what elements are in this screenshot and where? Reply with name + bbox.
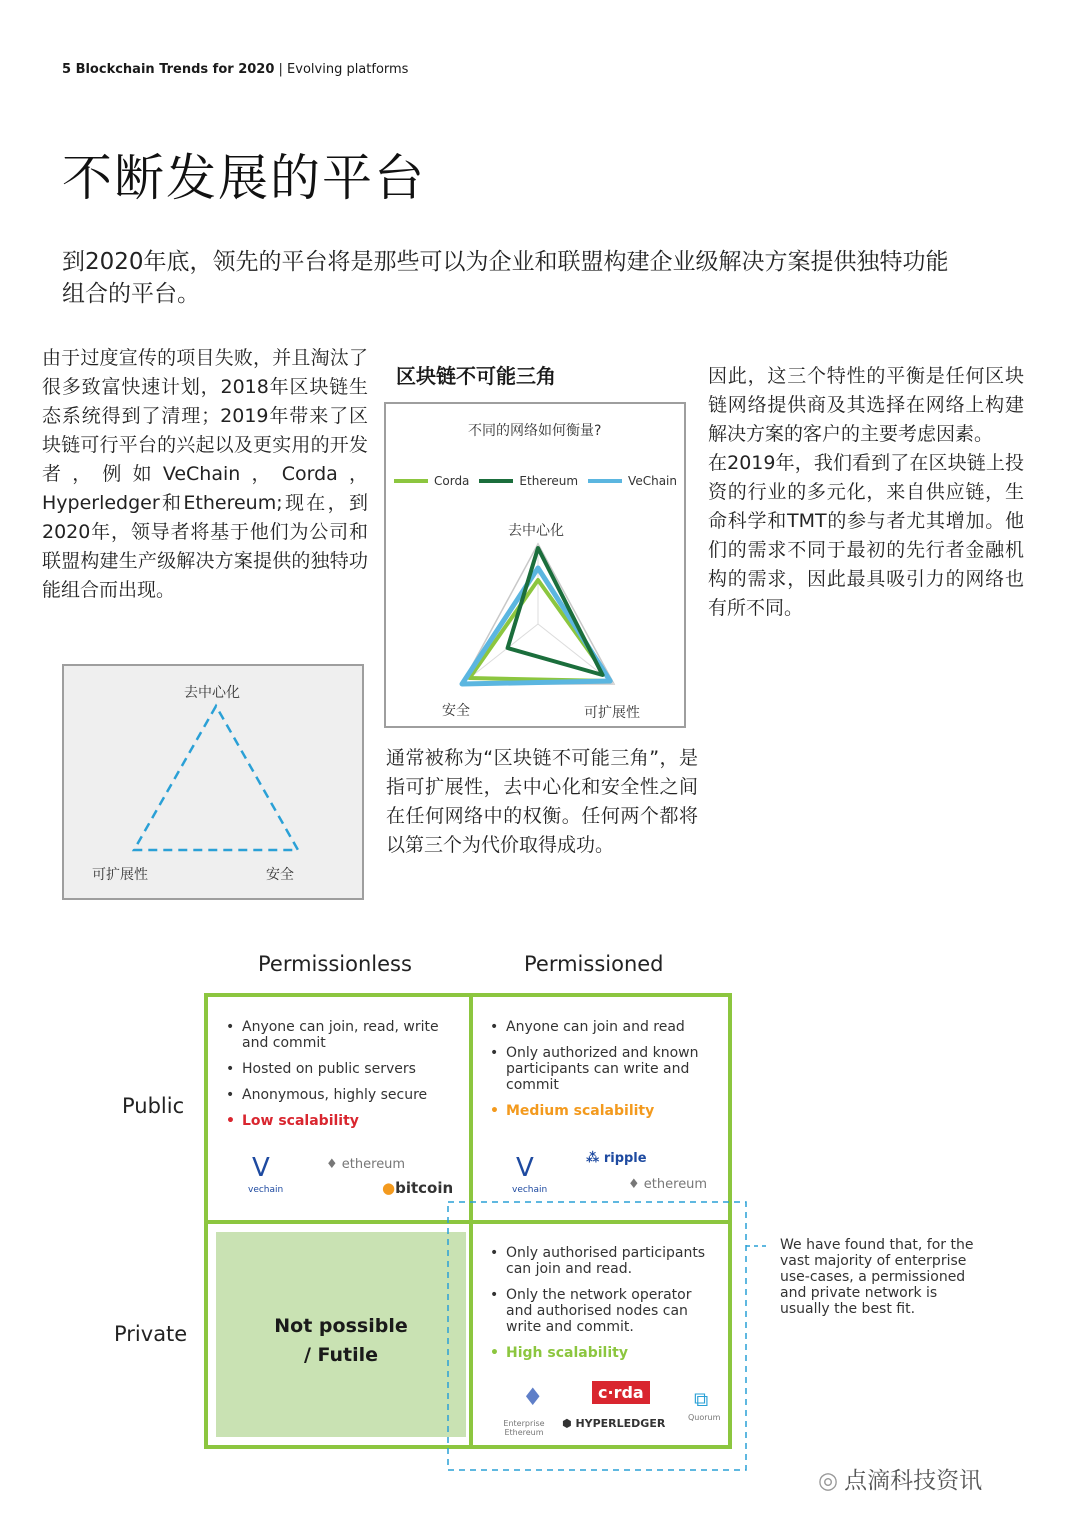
section-name: Evolving platforms — [287, 62, 409, 77]
enterprise-ethereum-icon: ♦ — [522, 1383, 544, 1411]
vechain-logo-text: vechain — [248, 1185, 284, 1195]
enterprise-ethereum-text: Enterprise Ethereum — [503, 1419, 545, 1437]
ripple-logo-text: ripple — [603, 1151, 647, 1166]
cell-public-permissioned — [488, 1019, 720, 1195]
trilemma-heading: 区块链不可能三角 — [396, 364, 556, 388]
col-permissioned: Permissioned — [524, 952, 664, 976]
list-item: • Only the network operator and authorised nodes can write and commit. — [506, 1287, 720, 1335]
row-public: Public — [122, 1094, 185, 1118]
cell-private-permissionless — [216, 1232, 466, 1437]
bitcoin-logo — [382, 1179, 453, 1197]
bitcoin-icon: ● — [382, 1179, 396, 1197]
list-item: • Only authorized and known participants can write and commit — [506, 1045, 720, 1093]
intro-paragraph: 由于过度宣传的项目失败，并且淘汰了很多致富快速计划，2018年区块链生态系统得到了清理；2019年带来了区块链可行平台的兴起以及更实用的开发者，例如VeChain，Corda，Hyperledger和Ethereum;现在，到2020年，领导者将基于他们为公司和联盟构建生产级解决方案提供的独特功能组合而出现。 — [42, 347, 368, 601]
not-possible-line1: Not possible — [274, 1315, 408, 1337]
right-paragraph-1: 因此，这三个特性的平衡是任何区块链网络提供商及其选择在网络上构建解决方案的客户的主要考虑因素。 — [708, 365, 1024, 445]
triangle-left-label: 可扩展性 — [92, 867, 148, 883]
radar-axis-top-label: 去中心化 — [508, 523, 564, 539]
list-item: • High scalability — [506, 1345, 720, 1361]
page-header — [62, 62, 408, 77]
vechain-logo-text: vechain — [512, 1185, 548, 1195]
ethereum-logo: ♦ ethereum — [326, 1157, 406, 1172]
dashed-triangle — [134, 706, 298, 850]
bitcoin-logo-text: bitcoin — [395, 1179, 454, 1197]
page-title: 不断发展的平台 — [62, 149, 426, 207]
list-item: • Medium scalability — [506, 1103, 720, 1119]
col-permissionless: Permissionless — [258, 952, 412, 976]
radar-chart — [386, 404, 684, 726]
list-item: • Anyone can join, read, write and commit — [242, 1019, 464, 1051]
corda-logo: c·rda — [592, 1381, 650, 1404]
list-item: • Anyone can join and read — [506, 1019, 720, 1035]
series-title: 5 Blockchain Trends for 2020 — [62, 62, 275, 77]
right-column — [708, 362, 1024, 623]
triangle-top-label: 去中心化 — [184, 685, 240, 701]
list-item: • Only authorised participants can join and read. — [506, 1245, 720, 1277]
right-paragraph-2: 在2019年，我们看到了在区块链上投资的行业的多元化，来自供应链，生命科学和TMT的参与者尤其增加。他们的需求不同于最初的先行者金融机构的需求，因此最具吸引力的网络也有所不同。 — [708, 452, 1024, 619]
highlight-rect — [448, 1202, 746, 1470]
watermark-text: 点滴科技资讯 — [844, 1468, 983, 1494]
list-item: • Hosted on public servers — [242, 1061, 464, 1077]
ethereum-logo: ♦ ethereum — [628, 1177, 708, 1192]
quorum-icon: ⧉ — [694, 1387, 709, 1411]
triangle-right-label: 安全 — [266, 867, 294, 883]
chart-question: 不同的网络如何衡量? — [468, 423, 602, 439]
vechain-logo-icon: V — [516, 1153, 534, 1183]
vechain-logo-icon: V — [252, 1153, 270, 1183]
quorum-text: Quorum — [688, 1413, 721, 1422]
row-private: Private — [114, 1322, 188, 1346]
trilemma-chart-box — [384, 402, 686, 728]
cell-public-permissionless — [224, 1019, 464, 1197]
hyperledger-logo: ⬢ HYPERLEDGER — [562, 1417, 666, 1430]
trilemma-explanation: 通常被称为“区块链不可能三角”，是指可扩展性，去中心化和安全性之间在任何网络中的权衡。任何两个都将以第三个为代价取得成功。 — [386, 747, 698, 856]
callout-note: We have found that, for the vast majority of enterprise use-cases, a permissioned and private network is usually the best fit. — [780, 1237, 974, 1317]
triangle-diagram — [64, 666, 362, 898]
legend-corda-label: Corda — [434, 474, 470, 488]
list-item: • Anonymous, highly secure — [242, 1087, 464, 1103]
lead-paragraph: 到2020年底，领先的平台将是那些可以为企业和联盟构建企业级解决方案提供独特功能组合的平台。 — [62, 249, 949, 307]
radar-axis-right-label: 可扩展性 — [584, 705, 640, 721]
list-item: • Low scalability — [242, 1113, 464, 1129]
hyperledger-logo-text: HYPERLEDGER — [575, 1417, 666, 1430]
trilemma-triangle-box — [62, 664, 364, 900]
ripple-logo: ⁂ ripple — [586, 1151, 647, 1166]
not-possible-line2: / Futile — [303, 1344, 379, 1366]
watermark — [818, 1462, 982, 1495]
ethereum-logo-text: ethereum — [643, 1177, 708, 1192]
legend-vechain-label: VeChain — [628, 474, 677, 488]
radar-series-ethereum — [508, 548, 603, 675]
wechat-icon: ◎ — [818, 1468, 839, 1494]
radar-axis-left-label: 安全 — [442, 703, 470, 719]
legend-ethereum-label: Ethereum — [519, 474, 579, 488]
ethereum-logo-text: ethereum — [341, 1157, 406, 1172]
header-separator: | — [274, 62, 288, 77]
highlight-dashed-box — [440, 1196, 770, 1486]
